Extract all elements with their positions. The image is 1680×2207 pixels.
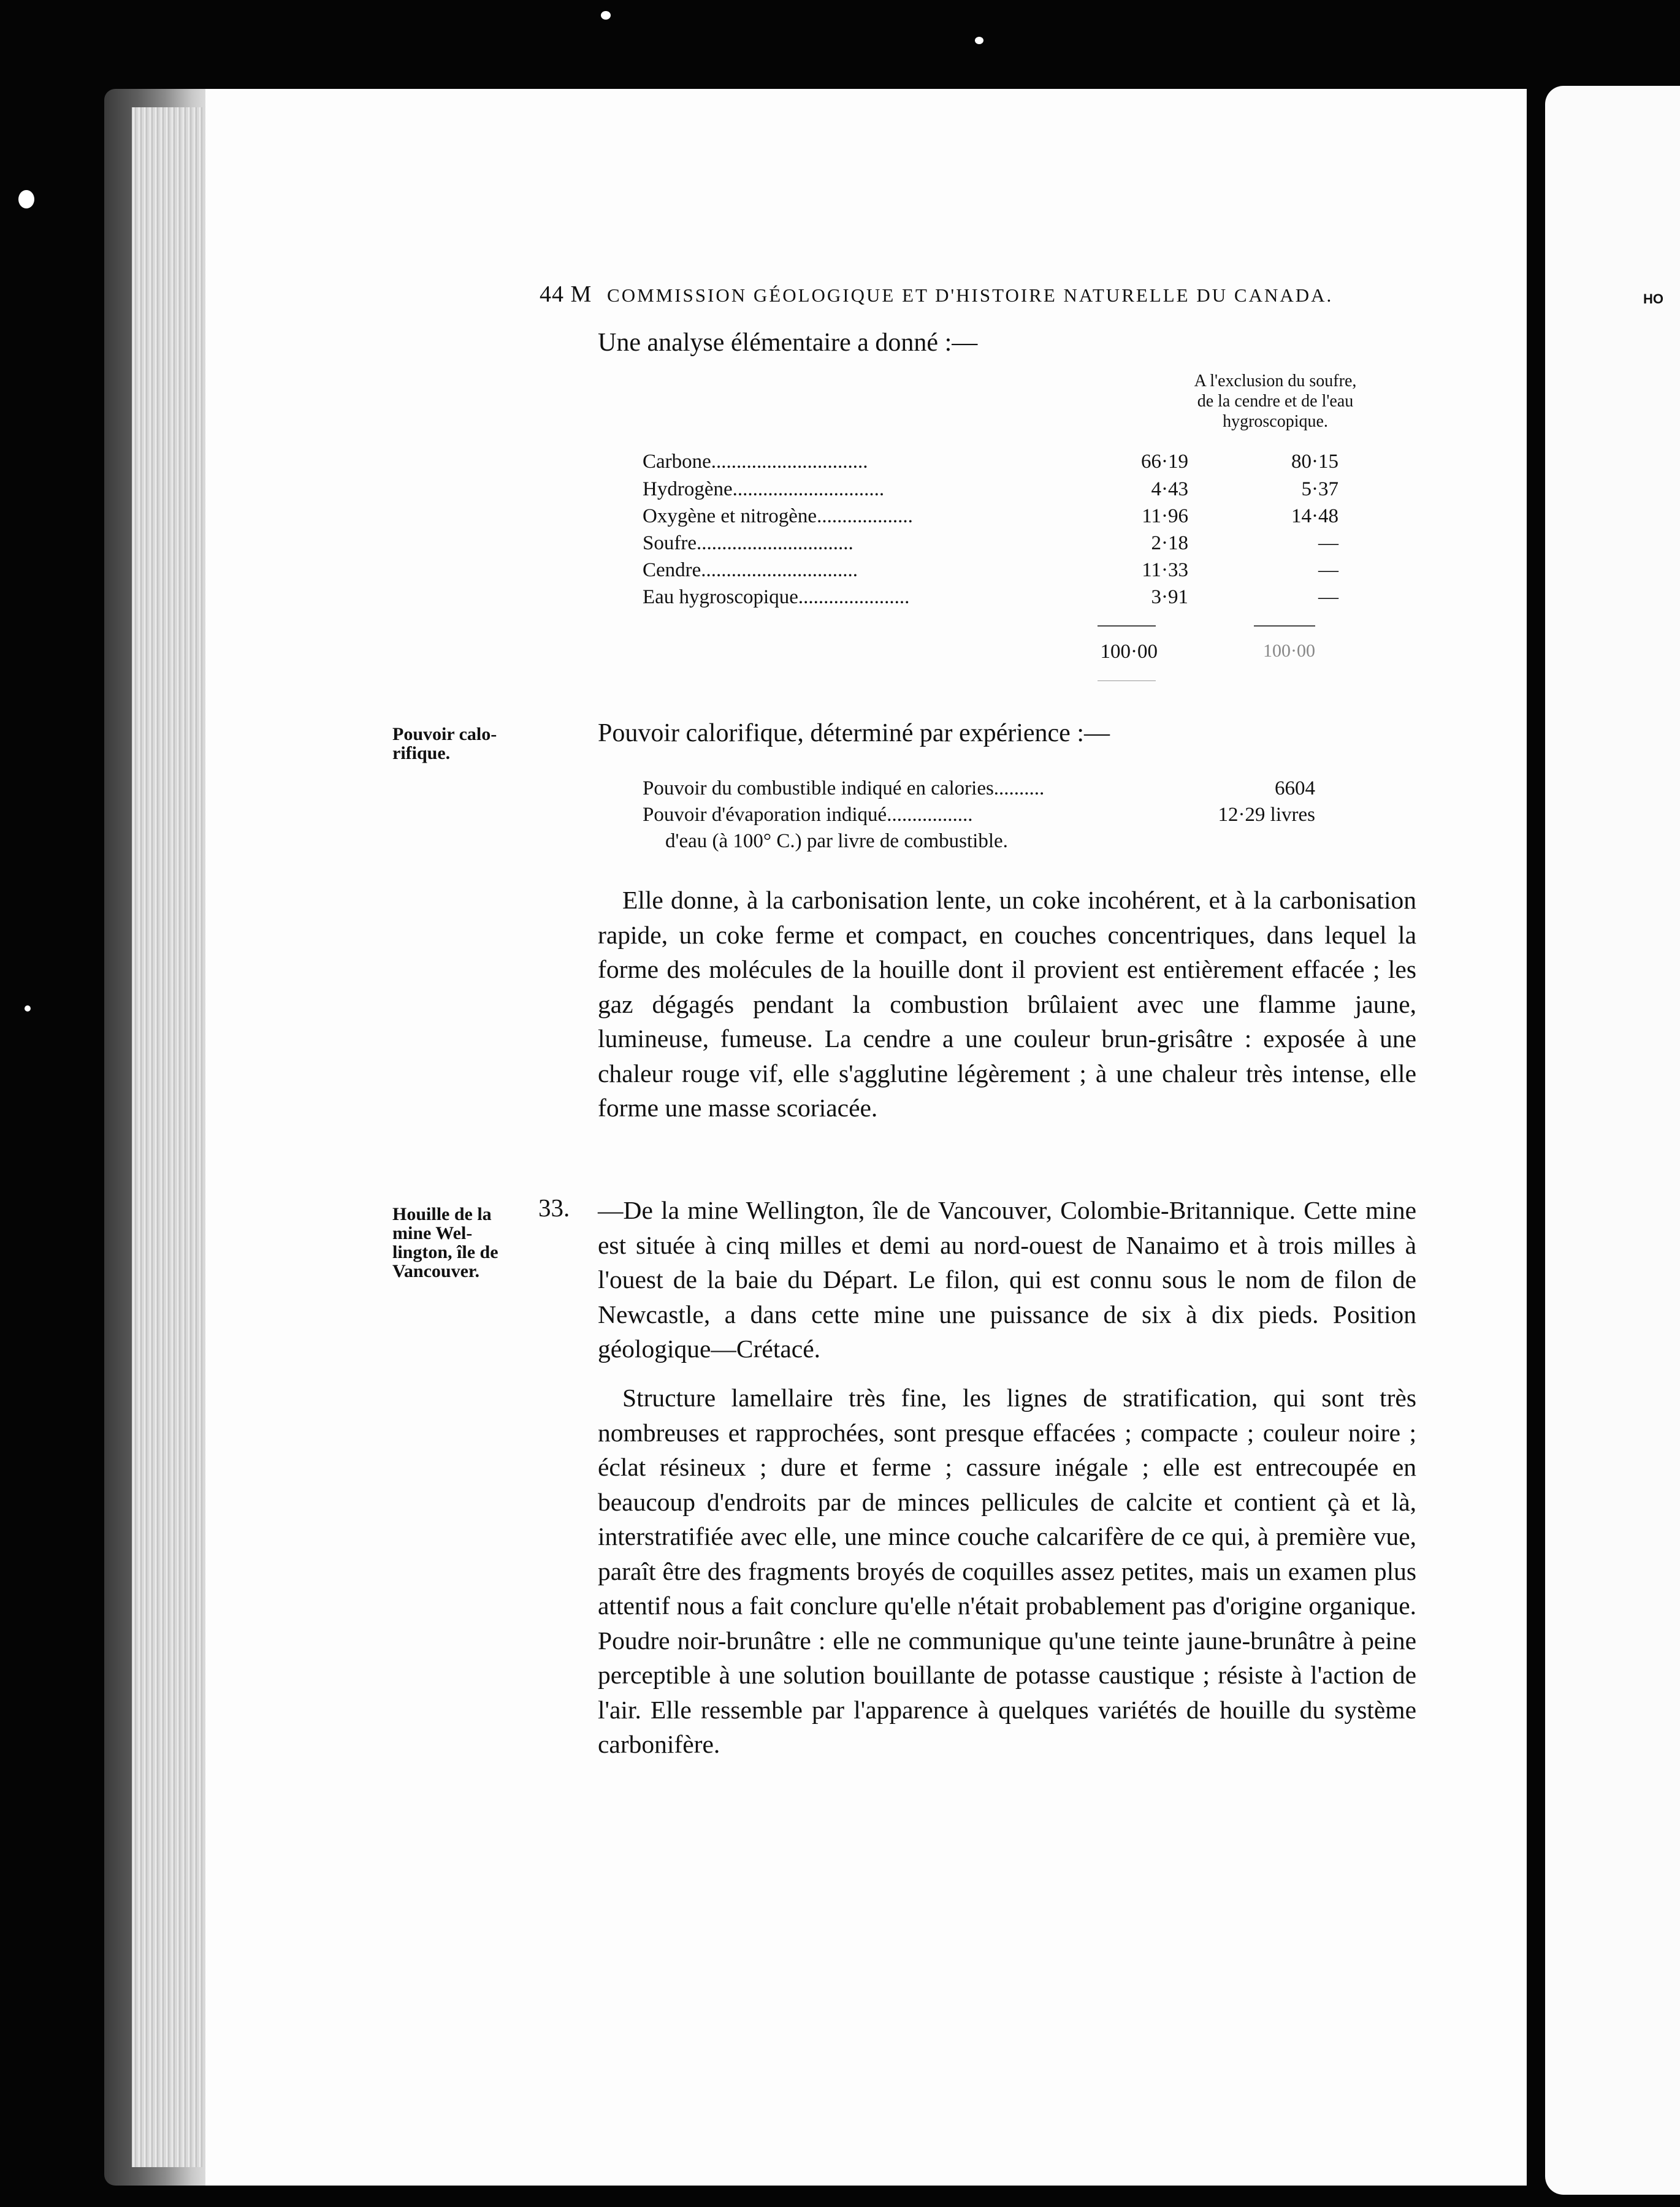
row-value: 66·19 <box>1141 451 1188 473</box>
paragraph-text: Elle donne, à la carbonisation lente, un coke incohérent, et à la carbonisation rapide, un coke ferme et compact, en couches concentriques, dans lequel la forme des molécules de la houille dont il provient est entièrement effacée ; les gaz dégagés pendant la combustion brûlaient avec une flamme jaune, lumineuse, fumeuse. La cendre a une couleur brun-grisâtre : exposée à une chaleur rouge vif, elle s'agglutine légèrement ; à une chaleur très intense, elle forme une masse scoriacée. <box>598 886 1416 1122</box>
dust-speck <box>601 11 611 20</box>
row-label: Cendre <box>643 559 701 581</box>
row-value: 11·96 <box>1142 505 1188 527</box>
row-value: 4·43 <box>1151 478 1188 500</box>
calorific-title: Pouvoir calorifique, déterminé par expérience :— <box>598 719 1110 747</box>
row-label: Eau hygroscopique <box>643 586 798 608</box>
row-value: 11·33 <box>1142 559 1188 581</box>
leader-dots: ...................... <box>798 586 910 608</box>
column-header <box>1153 371 1398 432</box>
paragraph-carbonisation <box>598 883 1416 1126</box>
analysis-row <box>643 451 1378 478</box>
row-label: Oxygène et nitrogène <box>643 505 817 527</box>
leader-dots: ............................... <box>711 451 868 473</box>
dust-speck <box>975 37 983 44</box>
row-label: Carbone <box>643 451 711 473</box>
margin-note-calorific <box>392 725 533 763</box>
dust-speck <box>25 1005 31 1012</box>
calorific-row: Pouvoir d'évaporation indiqué................. <box>643 804 973 826</box>
header-title: COMMISSION GÉOLOGIQUE ET D'HISTOIRE NATURELLE DU CANADA. <box>607 284 1334 306</box>
leader-dots: ................... <box>817 505 913 527</box>
analysis-intro: Une analyse élémentaire a donné :— <box>598 329 978 357</box>
sum-rule <box>1098 625 1156 627</box>
margin-note-line: lington, île de <box>392 1242 498 1262</box>
row-value-excl: 14·48 <box>1291 505 1338 527</box>
row-value: 3·91 <box>1151 586 1188 608</box>
analysis-row <box>643 478 1378 505</box>
margin-note-line: Pouvoir calo- <box>392 724 497 744</box>
section-number: 33. <box>538 1194 570 1222</box>
analysis-row <box>643 586 1378 613</box>
analysis-row <box>643 532 1378 559</box>
sum-rule <box>1254 625 1315 627</box>
column-header-line: de la cendre et de l'eau <box>1197 392 1354 411</box>
row-value-excl: 5·37 <box>1301 478 1338 500</box>
running-header <box>540 281 1333 308</box>
row-value-excl: — <box>1318 586 1338 608</box>
dust-speck <box>18 190 34 208</box>
analysis-row <box>643 505 1378 532</box>
paragraph-text: Structure lamellaire très fine, les lignes de stratification, qui sont très nombreuses et rapprochées, sont presque effacées ; compacte ; couleur noire ; éclat résineux ; dure et ferme ; cassure inégale ; elle est entrecoupée en beaucoup d'endroits par de minces pellicules de calcite et contient çà et là, interstratifiée avec elle, une mince couche calcarifère de ce qui, à première vue, paraît être des fragments broyés de coquilles assez petites, mais un examen plus attentif nous a fait conclure qu'elle n'était probablement pas d'origine organique. Poudre noir-brunâtre : elle ne communique qu'une teinte jaune-brunâtre à peine perceptible à une solution bouillante de potasse caustique ; résiste à l'action de l'air. Elle ressemble par l'apparence à quelques variétés de houille du système carbonifère. <box>598 1384 1416 1758</box>
column-header-line: A l'exclusion du soufre, <box>1194 372 1357 391</box>
row-value: 2·18 <box>1151 532 1188 554</box>
margin-note-line: Houille de la <box>392 1204 492 1224</box>
calorific-row: Pouvoir du combustible indiqué en calories.......... <box>643 777 1045 799</box>
row-label: Hydrogène <box>643 478 733 500</box>
analysis-row <box>643 559 1378 586</box>
total-value: 100·00 <box>1100 641 1158 663</box>
calorific-value: 12·29 livres <box>1218 804 1315 826</box>
margin-note-line: rifique. <box>392 743 451 763</box>
column-header-line: hygroscopique. <box>1223 412 1328 431</box>
row-value-excl: — <box>1318 532 1338 554</box>
row-value-excl: 80·15 <box>1291 451 1338 473</box>
leader-dots: ............................... <box>696 532 853 554</box>
paragraph-wellington <box>598 1193 1416 1367</box>
page-number: 44 M <box>540 281 592 307</box>
leader-dots: .............................. <box>732 478 885 500</box>
margin-note-line: Vancouver. <box>392 1261 479 1281</box>
facing-page-text: HO <box>1643 291 1663 307</box>
facing-page-edge <box>1545 86 1680 2195</box>
calorific-value: 6604 <box>1275 777 1315 799</box>
calorific-row: d'eau (à 100° C.) par livre de combustible. <box>665 830 1008 852</box>
leader-dots: ............................... <box>701 559 858 581</box>
paragraph-text: —De la mine Wellington, île de Vancouver, Colombie-Britannique. Cette mine est située à cinq milles et demi au nord-ouest de Nanaimo et à trois milles à l'ouest de la baie du Départ. Le filon, qui est connu sous le nom de filon de Newcastle, a dans cette mine une puissance de six à dix pieds. Position géologique—Crétacé. <box>598 1196 1416 1363</box>
row-label: Soufre <box>643 532 697 554</box>
total-value-excl: 100·00 <box>1263 641 1315 661</box>
sum-rule <box>1098 680 1156 681</box>
book-page-stack <box>132 107 202 2167</box>
margin-note-line: mine Wel- <box>392 1223 473 1243</box>
row-value-excl: — <box>1318 559 1338 581</box>
paragraph-structure <box>598 1381 1416 1762</box>
margin-note-wellington <box>392 1205 533 1281</box>
